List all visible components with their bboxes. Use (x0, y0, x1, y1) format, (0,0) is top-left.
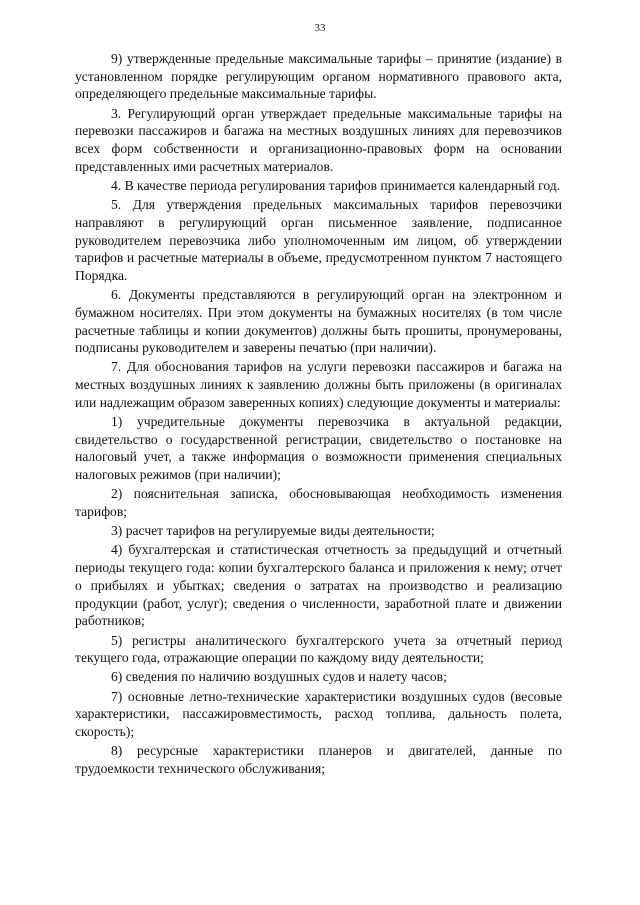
list-item-4: 4) бухгалтерская и статистическая отчетность за предыдущий и отчетный периоды текущего года: копии бухгалтерского баланса и приложения к нему; отчет о прибылях и убытках; сведения о затратах на производство и реализацию продукции (работ, услуг); сведения о численности, заработной плате и движении работников; (75, 542, 562, 629)
paragraph-item-9: 9) утвержденные предельные максимальные тарифы – принятие (издание) в установленном порядке регулирующим органом нормативного правового акта, определяющего предельные максимальные тарифы. (75, 51, 562, 102)
list-item-8: 8) ресурсные характеристики планеров и двигателей, данные по трудоемкости технического обслуживания; (75, 743, 562, 776)
list-item-2: 2) пояснительная записка, обосновывающая необходимость изменения тарифов; (75, 486, 562, 520)
paragraph-section-5: 5. Для утверждения предельных максимальных тарифов перевозчики направляют в регулирующий орган письменное заявление, подписанное руководителем перевозчика либо уполномоченным им лицом, об утверждении тарифов и расчетные материалы в объеме, предусмотренном пунктом 7 настоящего Порядка. (75, 197, 562, 283)
list-item-1: 1) учредительные документы перевозчика в актуальной редакции, свидетельство о государственной регистрации, свидетельство о постановке на налоговый учет, а также информация о возможности применения специальных налоговых режимов (при наличии); (75, 414, 562, 483)
paragraph-section-3: 3. Регулирующий орган утверждает предельные максимальные тарифы на перевозки пассажиров и багажа на местных воздушных линиях для перевозчиков всех форм собственности и организационно-правовых форм на основании представленных ими расчетных материалов. (75, 105, 562, 174)
paragraph-section-4: 4. В качестве периода регулирования тарифов принимается календарный год. (111, 177, 561, 193)
list-item-7: 7) основные летно-технические характеристики воздушных судов (весовые характеристики, пассажировместимость, расход топлива, дальность полета, скорость); (75, 688, 562, 740)
list-item-6: 6) сведения по наличию воздушных судов и налету часов; (111, 669, 447, 685)
page-number: 33 (314, 22, 326, 34)
list-item-3: 3) расчет тарифов на регулируемые виды деятельности; (111, 523, 435, 539)
paragraph-section-7: 7. Для обоснования тарифов на услуги перевозки пассажиров и багажа на местных воздушных линиях к заявлению должны быть приложены (в оригиналах или надлежащим образом заверенных копиях) следующие документы и материалы: (75, 359, 562, 410)
paragraph-section-6: 6. Документы представляются в регулирующий орган на электронном и бумажном носителях. При этом документы на бумажных носителях (в том числе расчетные таблицы и копии документов) должны быть прошиты, пронумерованы, подписаны руководителем и заверены печатью (при наличии). (75, 287, 562, 356)
document-body (75, 50, 562, 779)
list-item-5: 5) регистры аналитического бухгалтерского учета за отчетный период текущего года, отражающие операции по каждому виду деятельности; (75, 632, 562, 666)
